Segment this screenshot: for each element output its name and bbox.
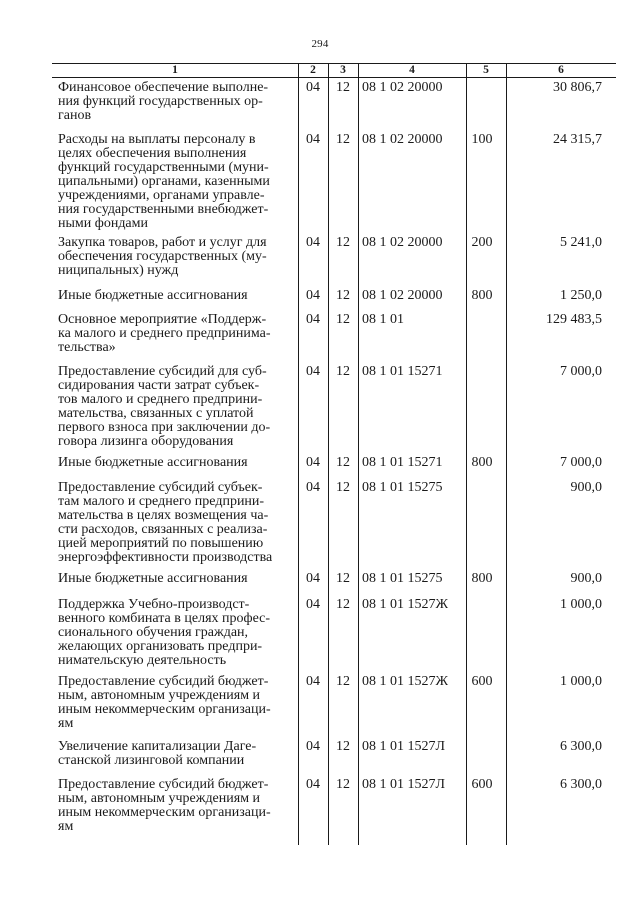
row-section: 04: [306, 480, 320, 495]
row-amount: 1 000,0: [560, 597, 602, 612]
row-amount: 900,0: [570, 480, 602, 495]
row-section: 04: [306, 777, 320, 792]
header-col-5: 5: [483, 64, 489, 76]
row-expense-type: 800: [471, 571, 493, 586]
row-target-code: 08 1 01: [362, 312, 404, 327]
row-amount: 900,0: [570, 571, 602, 586]
page-number: 294: [311, 38, 329, 50]
row-name: Расходы на выплаты персоналу в целях обеспечения выполнения функций государственными (муни- ципальными) органами, казенными учреждениями, органами управле- ния государственными внебюджет- ными фондами: [58, 132, 270, 231]
row-expense-type: 800: [471, 455, 493, 470]
row-amount: 30 806,7: [553, 80, 602, 95]
row-subsection: 12: [336, 288, 350, 303]
row-name: Иные бюджетные ассигнования: [58, 288, 248, 303]
row-expense-type: 600: [471, 674, 493, 689]
row-target-code: 08 1 02 20000: [362, 288, 443, 303]
row-section: 04: [306, 674, 320, 689]
header-col-1: 1: [172, 64, 178, 76]
row-expense-type: 200: [471, 235, 493, 250]
row-subsection: 12: [336, 777, 350, 792]
row-section: 04: [306, 132, 320, 147]
row-expense-type: 800: [471, 288, 493, 303]
row-amount: 6 300,0: [560, 777, 602, 792]
header-col-2: 2: [310, 64, 316, 76]
budget-table: [52, 63, 616, 845]
row-name: Предоставление субсидий бюджет- ным, автономным учреждениям и иным некоммерческим организаци- ям: [58, 674, 271, 731]
column-divider: [358, 63, 359, 845]
row-target-code: 08 1 01 15275: [362, 480, 443, 495]
row-amount: 1 250,0: [560, 288, 602, 303]
row-amount: 24 315,7: [553, 132, 602, 147]
row-target-code: 08 1 01 15271: [362, 364, 443, 379]
row-target-code: 08 1 01 1527Л: [362, 777, 445, 792]
row-section: 04: [306, 288, 320, 303]
row-name: Предоставление субсидий субъек- там малого и среднего предприни- мательства в целях возмещения ча- сти расходов, связанных с реализа- цией мероприятий по повышению энергоэффективности производства: [58, 480, 273, 565]
row-name: Поддержка Учебно-производст- венного комбината в целях профес- сионального обучения граждан, желающих организовать предпри- нимательскую деятельность: [58, 597, 271, 668]
row-amount: 129 483,5: [546, 312, 602, 327]
column-divider: [328, 63, 329, 845]
row-subsection: 12: [336, 235, 350, 250]
row-target-code: 08 1 01 1527Л: [362, 739, 445, 754]
row-amount: 7 000,0: [560, 364, 602, 379]
row-amount: 6 300,0: [560, 739, 602, 754]
column-divider: [466, 63, 467, 845]
header-col-4: 4: [409, 64, 415, 76]
column-divider: [506, 63, 507, 845]
row-amount: 5 241,0: [560, 235, 602, 250]
row-subsection: 12: [336, 597, 350, 612]
row-name: Финансовое обеспечение выполне- ния функций государственных ор- ганов: [58, 80, 269, 123]
row-subsection: 12: [336, 312, 350, 327]
row-section: 04: [306, 235, 320, 250]
row-name: Закупка товаров, работ и услуг для обеспечения государственных (му- ниципальных) нужд: [58, 235, 267, 278]
row-section: 04: [306, 571, 320, 586]
row-subsection: 12: [336, 571, 350, 586]
row-subsection: 12: [336, 80, 350, 95]
row-target-code: 08 1 02 20000: [362, 235, 443, 250]
row-target-code: 08 1 01 15275: [362, 571, 443, 586]
row-name: Иные бюджетные ассигнования: [58, 455, 248, 470]
row-name: Иные бюджетные ассигнования: [58, 571, 248, 586]
row-target-code: 08 1 01 15271: [362, 455, 443, 470]
row-target-code: 08 1 01 1527Ж: [362, 674, 449, 689]
row-target-code: 08 1 02 20000: [362, 80, 443, 95]
row-name: Основное мероприятие «Поддерж- ка малого и среднего предпринима- тельства»: [58, 312, 271, 355]
row-expense-type: 600: [471, 777, 493, 792]
row-subsection: 12: [336, 480, 350, 495]
row-subsection: 12: [336, 132, 350, 147]
row-name: Увеличение капитализации Даге- станской лизинговой компании: [58, 739, 257, 768]
row-target-code: 08 1 02 20000: [362, 132, 443, 147]
row-subsection: 12: [336, 455, 350, 470]
row-subsection: 12: [336, 364, 350, 379]
column-divider: [298, 63, 299, 845]
row-section: 04: [306, 597, 320, 612]
row-section: 04: [306, 80, 320, 95]
row-amount: 7 000,0: [560, 455, 602, 470]
row-section: 04: [306, 312, 320, 327]
row-expense-type: 100: [471, 132, 493, 147]
row-section: 04: [306, 364, 320, 379]
table-header: [52, 63, 616, 78]
row-target-code: 08 1 01 1527Ж: [362, 597, 449, 612]
row-section: 04: [306, 739, 320, 754]
row-subsection: 12: [336, 674, 350, 689]
row-amount: 1 000,0: [560, 674, 602, 689]
header-col-6: 6: [558, 64, 564, 76]
row-section: 04: [306, 455, 320, 470]
row-name: Предоставление субсидий для суб- сидирования части затрат субъек- тов малого и среднего предприни- мательства, связанных с уплатой первого взноса при заключении до- говора лизинга оборудования: [58, 364, 271, 449]
row-name: Предоставление субсидий бюджет- ным, автономным учреждениям и иным некоммерческим организаци- ям: [58, 777, 271, 834]
header-col-3: 3: [340, 64, 346, 76]
row-subsection: 12: [336, 739, 350, 754]
